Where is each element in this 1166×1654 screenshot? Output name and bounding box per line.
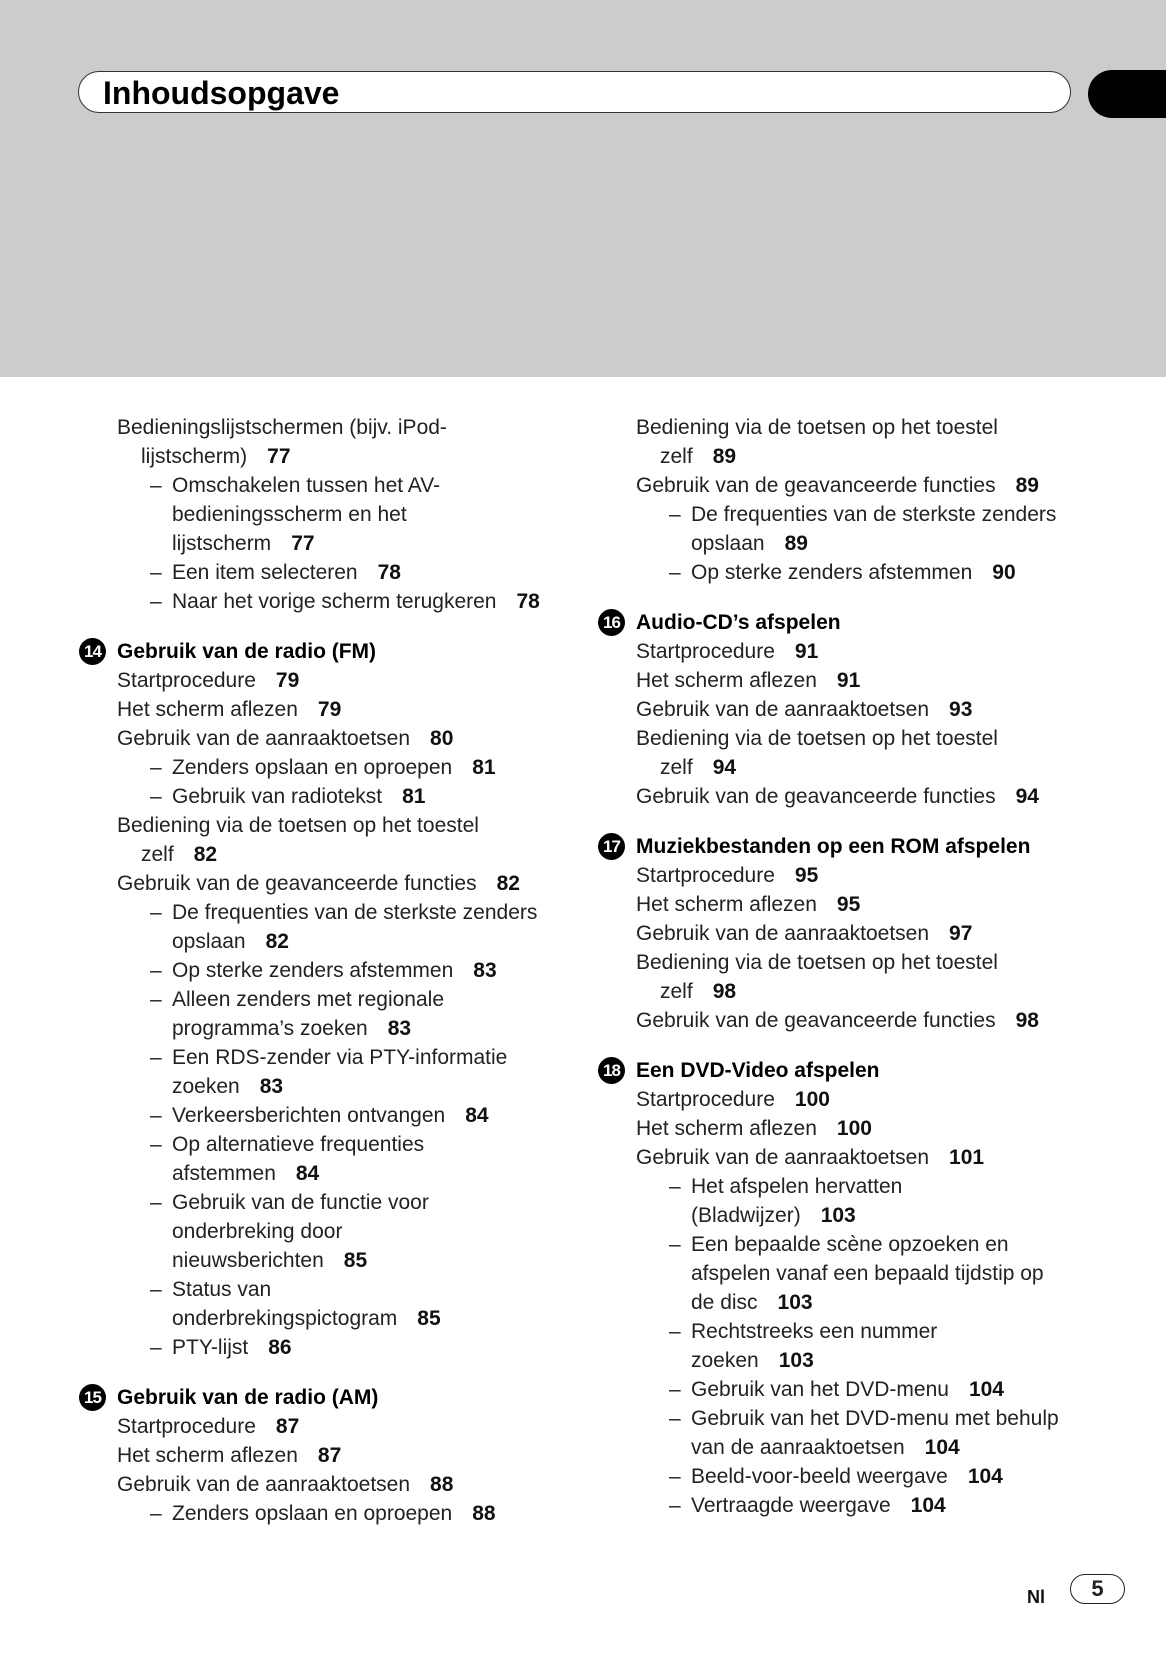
page-ref[interactable]: 94: [712, 756, 737, 779]
toc-entry-line: [598, 782, 1118, 811]
toc-entry-line: [79, 1188, 559, 1217]
page-ref[interactable]: 98: [1015, 1009, 1039, 1032]
entry-text: onderbrekingspictogram: [172, 1307, 398, 1330]
section-title: Gebruik van de radio (AM): [117, 1386, 379, 1409]
toc-entry[interactable]: [79, 695, 559, 724]
toc-entry-line: [79, 1333, 559, 1362]
toc-entry[interactable]: [598, 1375, 1118, 1404]
section-title: Een DVD-Video afspelen: [636, 1059, 880, 1082]
toc-entry-line: [598, 1259, 1118, 1288]
toc-entry-line: [79, 753, 559, 782]
bullet-dash: –: [669, 1233, 681, 1256]
entry-text: Startprocedure: [636, 1088, 775, 1111]
entry-text: Het scherm aflezen: [636, 1117, 817, 1140]
toc-entry[interactable]: [598, 413, 1118, 471]
bullet-dash: –: [150, 1278, 162, 1301]
toc-entry-line: [598, 753, 1118, 782]
toc-entry-line: [598, 1006, 1118, 1035]
bullet-dash: –: [150, 959, 162, 982]
page-ref[interactable]: 103: [820, 1204, 856, 1227]
entry-text: Op sterke zenders afstemmen: [172, 959, 454, 982]
page-ref[interactable]: 100: [836, 1117, 872, 1140]
entry-text: Een RDS-zender via PTY-informatie: [172, 1046, 508, 1069]
entry-text: zelf: [141, 843, 174, 866]
entry-text: Gebruik van de geavanceerde functies: [636, 785, 996, 808]
toc-entry[interactable]: [79, 956, 559, 985]
toc-entry-line: [79, 1304, 559, 1333]
toc-entry-line: [598, 919, 1118, 948]
page-ref[interactable]: 86: [268, 1336, 292, 1359]
toc-entry-line: [79, 927, 559, 956]
toc-entry-line: [598, 1375, 1118, 1404]
chapter-number-icon: 14: [79, 638, 106, 665]
page-ref[interactable]: 78: [377, 561, 401, 584]
toc-entry-line: [79, 869, 559, 898]
toc-entry[interactable]: [79, 1412, 559, 1441]
bullet-dash: –: [669, 1494, 681, 1517]
entry-text: Gebruik van de aanraaktoetsen: [636, 1146, 930, 1169]
toc-entry-line: [79, 1441, 559, 1470]
entry-text: Vertraagde weergave: [691, 1494, 891, 1517]
toc-entry-line: [598, 1346, 1118, 1375]
toc-entry-line: [598, 1433, 1118, 1462]
toc-entry-line: [79, 471, 559, 500]
toc-entry-line: [598, 529, 1118, 558]
bullet-dash: –: [150, 1046, 162, 1069]
entry-text: Op sterke zenders afstemmen: [691, 561, 973, 584]
entry-text: Gebruik van de aanraaktoetsen: [117, 1473, 411, 1496]
entry-text: Zenders opslaan en oproepen: [172, 1502, 453, 1525]
page-ref[interactable]: 84: [295, 1162, 320, 1185]
toc-entry-line: [598, 413, 1118, 442]
entry-text: Op alternatieve frequenties: [172, 1133, 425, 1156]
entry-text: afstemmen: [172, 1162, 276, 1185]
page-ref[interactable]: 81: [402, 785, 426, 808]
toc-section: [598, 608, 1118, 811]
section-title: Audio-CD’s afspelen: [636, 611, 841, 634]
toc-entry[interactable]: [79, 1275, 559, 1333]
page-ref[interactable]: 79: [317, 698, 342, 721]
toc-entry[interactable]: [598, 1317, 1118, 1375]
entry-text: Status van: [172, 1278, 272, 1301]
entry-text: Het scherm aflezen: [117, 1444, 298, 1467]
entry-text: Een bepaalde scène opzoeken en: [691, 1233, 1009, 1256]
toc-entry-line: [79, 782, 559, 811]
page-ref[interactable]: 80: [430, 727, 454, 750]
entry-text: Startprocedure: [117, 669, 256, 692]
entry-text: zelf: [660, 756, 693, 779]
page-ref[interactable]: 87: [275, 1415, 300, 1438]
toc-entry[interactable]: [598, 1006, 1118, 1035]
toc-column-left: [79, 413, 559, 1528]
toc-entry-line: [79, 529, 559, 558]
toc-section: [79, 637, 559, 1362]
entry-text: Startprocedure: [117, 1415, 256, 1438]
toc-entry-line: [598, 558, 1118, 587]
entry-text: Startprocedure: [636, 640, 775, 663]
toc-entry-line: [598, 666, 1118, 695]
toc-entry[interactable]: [79, 558, 559, 587]
toc-entry[interactable]: [79, 1130, 559, 1188]
toc-section: [79, 1383, 559, 1528]
toc-entry[interactable]: [598, 666, 1118, 695]
toc-entry[interactable]: [598, 1462, 1118, 1491]
page-ref[interactable]: 87: [317, 1444, 342, 1467]
page-ref[interactable]: 104: [967, 1465, 1003, 1488]
toc-entry[interactable]: [598, 1491, 1118, 1520]
page-ref[interactable]: 89: [712, 445, 737, 468]
toc-section: [598, 1056, 1118, 1520]
entry-text: Omschakelen tussen het AV-: [172, 474, 441, 497]
page-ref[interactable]: 77: [267, 445, 291, 468]
page-ref[interactable]: 78: [516, 590, 540, 613]
page-ref[interactable]: 85: [417, 1307, 441, 1330]
toc-entry-line: [598, 724, 1118, 753]
toc-entry[interactable]: [598, 500, 1118, 558]
toc-entry-line: [79, 724, 559, 753]
chapter-number-icon: 17: [598, 833, 625, 860]
page-ref[interactable]: 104: [924, 1436, 960, 1459]
toc-entry[interactable]: [598, 1404, 1118, 1462]
entry-text: zoeken: [691, 1349, 759, 1372]
language-code: Nl: [1027, 1587, 1045, 1607]
page-ref[interactable]: 104: [910, 1494, 946, 1517]
entry-text: Verkeersberichten ontvangen: [172, 1104, 446, 1127]
entry-text: Naar het vorige scherm terugkeren: [172, 590, 497, 613]
entry-text: opslaan: [172, 930, 246, 953]
toc-entry-line: [79, 1159, 559, 1188]
toc-entry-line: [79, 666, 559, 695]
entry-text: Startprocedure: [636, 864, 775, 887]
entry-text: van de aanraaktoetsen: [691, 1436, 905, 1459]
toc-entry[interactable]: [598, 890, 1118, 919]
section-heading[interactable]: [79, 637, 559, 666]
toc-entry[interactable]: [598, 861, 1118, 890]
toc-entry-line: [598, 1085, 1118, 1114]
toc-entry-line: [79, 1470, 559, 1499]
page-ref[interactable]: 91: [836, 669, 861, 692]
toc-section: [598, 832, 1118, 1035]
toc-entry-line: [598, 1143, 1118, 1172]
page-ref[interactable]: 101: [949, 1146, 985, 1169]
toc-entry[interactable]: [598, 637, 1118, 666]
toc-entry[interactable]: [79, 1043, 559, 1101]
title-bar: [78, 71, 1071, 113]
toc-entry-line: [598, 695, 1118, 724]
toc-entry-line: [79, 985, 559, 1014]
entry-text: Bediening via de toetsen op het toestel: [636, 416, 998, 439]
section-heading[interactable]: [598, 832, 1118, 861]
chapter-number-icon: 15: [79, 1384, 106, 1411]
toc-entry-line: [79, 956, 559, 985]
toc-entry-line: [598, 1114, 1118, 1143]
entry-text: Het afspelen hervatten: [691, 1175, 903, 1198]
toc-entry[interactable]: [598, 948, 1118, 1006]
page-number: 5: [1070, 1574, 1125, 1604]
page-ref[interactable]: 83: [387, 1017, 412, 1040]
page-ref[interactable]: 88: [430, 1473, 454, 1496]
toc-entry[interactable]: [598, 1230, 1118, 1317]
page-ref[interactable]: 84: [465, 1104, 489, 1127]
entry-text: Gebruik van de functie voor: [172, 1191, 429, 1214]
bullet-dash: –: [150, 756, 162, 779]
toc-entry[interactable]: [598, 695, 1118, 724]
toc-entry-line: [598, 1201, 1118, 1230]
entry-text: de disc: [691, 1291, 758, 1314]
entry-text: Gebruik van het DVD-menu: [691, 1378, 949, 1401]
entry-text: Gebruik van de geavanceerde functies: [117, 872, 477, 895]
bullet-dash: –: [150, 474, 162, 497]
toc-entry-line: [79, 587, 559, 616]
toc-entry-line: [598, 1404, 1118, 1433]
toc-entry[interactable]: [79, 587, 559, 616]
page-ref[interactable]: 79: [275, 669, 300, 692]
toc-entry-line: [79, 1499, 559, 1528]
entry-text: Alleen zenders met regionale: [172, 988, 444, 1011]
page-ref[interactable]: 90: [992, 561, 1016, 584]
page-ref[interactable]: 103: [778, 1349, 814, 1372]
toc-entry-line: [79, 1217, 559, 1246]
toc-entry[interactable]: [598, 1172, 1118, 1230]
page-ref[interactable]: 104: [968, 1378, 1004, 1401]
toc-entry-line: [79, 413, 559, 442]
toc-entry[interactable]: [79, 1333, 559, 1362]
toc-entry-line: [79, 898, 559, 927]
entry-text: PTY-lijst: [172, 1336, 249, 1359]
entry-text: Gebruik van radiotekst: [172, 785, 383, 808]
toc-entry[interactable]: [598, 471, 1118, 500]
entry-text: zoeken: [172, 1075, 240, 1098]
toc-entry[interactable]: [79, 1101, 559, 1130]
page-ref[interactable]: 83: [473, 959, 497, 982]
entry-text: Gebruik van de aanraaktoetsen: [117, 727, 411, 750]
entry-text: Bediening via de toetsen op het toestel: [636, 727, 998, 750]
toc-section: [598, 413, 1118, 587]
section-tab: [1088, 70, 1166, 118]
bullet-dash: –: [669, 1320, 681, 1343]
entry-text: afspelen vanaf een bepaald tijdstip op: [691, 1262, 1044, 1285]
toc-entry-line: [79, 1043, 559, 1072]
toc-entry-line: [598, 1288, 1118, 1317]
toc-entry-line: [598, 1462, 1118, 1491]
toc-entry-line: [79, 1246, 559, 1275]
bullet-dash: –: [150, 785, 162, 808]
bullet-dash: –: [150, 590, 162, 613]
bullet-dash: –: [150, 1191, 162, 1214]
page-title: Inhoudsopgave: [103, 75, 340, 111]
toc-entry-line: [79, 500, 559, 529]
entry-text: Rechtstreeks een nummer: [691, 1320, 938, 1343]
section-heading[interactable]: [598, 1056, 1118, 1085]
bullet-dash: –: [150, 901, 162, 924]
toc-section: [79, 413, 559, 616]
entry-text: nieuwsberichten: [172, 1249, 324, 1272]
entry-text: Het scherm aflezen: [636, 669, 817, 692]
entry-text: Bedieningslijstschermen (bijv. iPod-: [117, 416, 447, 439]
toc-entry-line: [598, 948, 1118, 977]
page-ref[interactable]: 89: [1015, 474, 1039, 497]
page-ref[interactable]: 82: [193, 843, 218, 866]
page-ref[interactable]: 77: [291, 532, 315, 555]
toc-entry[interactable]: [598, 782, 1118, 811]
entry-text: Het scherm aflezen: [636, 893, 817, 916]
toc-entry-line: [598, 890, 1118, 919]
entry-text: Bediening via de toetsen op het toestel: [117, 814, 479, 837]
entry-text: zelf: [660, 445, 693, 468]
toc-entry-line: [79, 1072, 559, 1101]
chapter-number-icon: 18: [598, 1057, 625, 1084]
bullet-dash: –: [669, 561, 681, 584]
toc-entry[interactable]: [79, 413, 559, 471]
toc-entry-line: [598, 500, 1118, 529]
toc-entry[interactable]: [79, 1441, 559, 1470]
page-ref[interactable]: 83: [259, 1075, 284, 1098]
page-ref[interactable]: 95: [836, 893, 861, 916]
bullet-dash: –: [669, 1378, 681, 1401]
toc-entry[interactable]: [79, 898, 559, 956]
bullet-dash: –: [150, 561, 162, 584]
toc-entry-line: [598, 471, 1118, 500]
entry-text: Zenders opslaan en oproepen: [172, 756, 453, 779]
bullet-dash: –: [150, 1133, 162, 1156]
section-heading[interactable]: [598, 608, 1118, 637]
toc-entry[interactable]: [598, 1143, 1118, 1172]
toc-entry[interactable]: [79, 1470, 559, 1499]
toc-entry-line: [79, 1412, 559, 1441]
toc-entry-line: [79, 558, 559, 587]
entry-text: onderbreking door: [172, 1220, 343, 1243]
bullet-dash: –: [150, 1104, 162, 1127]
toc-entry[interactable]: [79, 471, 559, 558]
entry-text: lijstscherm): [141, 445, 248, 468]
toc-entry-line: [79, 840, 559, 869]
toc-entry[interactable]: [79, 1499, 559, 1528]
entry-text: programma’s zoeken: [172, 1017, 368, 1040]
page-ref[interactable]: 91: [794, 640, 819, 663]
page-ref[interactable]: 85: [343, 1249, 368, 1272]
toc-entry[interactable]: [79, 811, 559, 869]
header-band: [0, 0, 1166, 377]
entry-text: Gebruik van het DVD-menu met behulp: [691, 1407, 1059, 1430]
entry-text: opslaan: [691, 532, 765, 555]
entry-text: Gebruik van de geavanceerde functies: [636, 474, 996, 497]
toc-entry[interactable]: [79, 666, 559, 695]
entry-text: Beeld-voor-beeld weergave: [691, 1465, 948, 1488]
toc-entry[interactable]: [598, 919, 1118, 948]
toc-entry[interactable]: [79, 782, 559, 811]
chapter-number-icon: 16: [598, 609, 625, 636]
page-ref[interactable]: 95: [794, 864, 819, 887]
section-title: Muziekbestanden op een ROM afspelen: [636, 835, 1031, 858]
entry-text: Het scherm aflezen: [117, 698, 298, 721]
toc-entry-line: [79, 442, 559, 471]
entry-text: Gebruik van de aanraaktoetsen: [636, 698, 930, 721]
toc-entry-line: [598, 637, 1118, 666]
toc-entry-line: [598, 1172, 1118, 1201]
toc-entry[interactable]: [598, 558, 1118, 587]
toc-entry-line: [79, 811, 559, 840]
entry-text: (Bladwijzer): [691, 1204, 801, 1227]
entry-text: Een item selecteren: [172, 561, 358, 584]
bullet-dash: –: [669, 1407, 681, 1430]
toc-entry-line: [598, 1230, 1118, 1259]
toc-entry-line: [79, 1014, 559, 1043]
toc-entry-line: [79, 1101, 559, 1130]
entry-text: lijstscherm: [172, 532, 272, 555]
bullet-dash: –: [669, 1465, 681, 1488]
entry-text: bedieningsscherm en het: [172, 503, 407, 526]
page-ref[interactable]: 98: [712, 980, 737, 1003]
toc-entry-line: [598, 1491, 1118, 1520]
toc-entry[interactable]: [79, 1188, 559, 1275]
entry-text: De frequenties van de sterkste zenders: [691, 503, 1057, 526]
page-ref[interactable]: 103: [777, 1291, 813, 1314]
section-heading[interactable]: [79, 1383, 559, 1412]
page-ref[interactable]: 97: [949, 922, 973, 945]
toc-entry-line: [79, 1130, 559, 1159]
toc-entry-line: [79, 1275, 559, 1304]
entry-text: Gebruik van de geavanceerde functies: [636, 1009, 996, 1032]
bullet-dash: –: [669, 503, 681, 526]
entry-text: Gebruik van de aanraaktoetsen: [636, 922, 930, 945]
toc-entry-line: [598, 977, 1118, 1006]
bullet-dash: –: [669, 1175, 681, 1198]
toc-entry-line: [598, 861, 1118, 890]
entry-text: Bediening via de toetsen op het toestel: [636, 951, 998, 974]
toc-entry[interactable]: [79, 724, 559, 753]
page-ref[interactable]: 82: [496, 872, 520, 895]
toc-entry[interactable]: [598, 1114, 1118, 1143]
toc-entry[interactable]: [598, 724, 1118, 782]
section-title: Gebruik van de radio (FM): [117, 640, 377, 663]
page-ref[interactable]: 82: [265, 930, 289, 953]
toc-entry[interactable]: [79, 869, 559, 898]
toc-entry-line: [598, 1317, 1118, 1346]
bullet-dash: –: [150, 1502, 162, 1525]
entry-text: De frequenties van de sterkste zenders: [172, 901, 538, 924]
toc-column-right: [598, 413, 1118, 1520]
page-ref[interactable]: 93: [949, 698, 973, 721]
toc-entry[interactable]: [79, 985, 559, 1043]
toc-entry[interactable]: [598, 1085, 1118, 1114]
toc-entry[interactable]: [79, 753, 559, 782]
page-ref[interactable]: 89: [784, 532, 808, 555]
entry-text: zelf: [660, 980, 693, 1003]
toc-entry-line: [598, 442, 1118, 471]
bullet-dash: –: [150, 1336, 162, 1359]
page-ref[interactable]: 88: [472, 1502, 496, 1525]
toc-entry-line: [79, 695, 559, 724]
bullet-dash: –: [150, 988, 162, 1011]
page-ref[interactable]: 81: [472, 756, 496, 779]
page-ref[interactable]: 94: [1015, 785, 1039, 808]
page-ref[interactable]: 100: [794, 1088, 830, 1111]
